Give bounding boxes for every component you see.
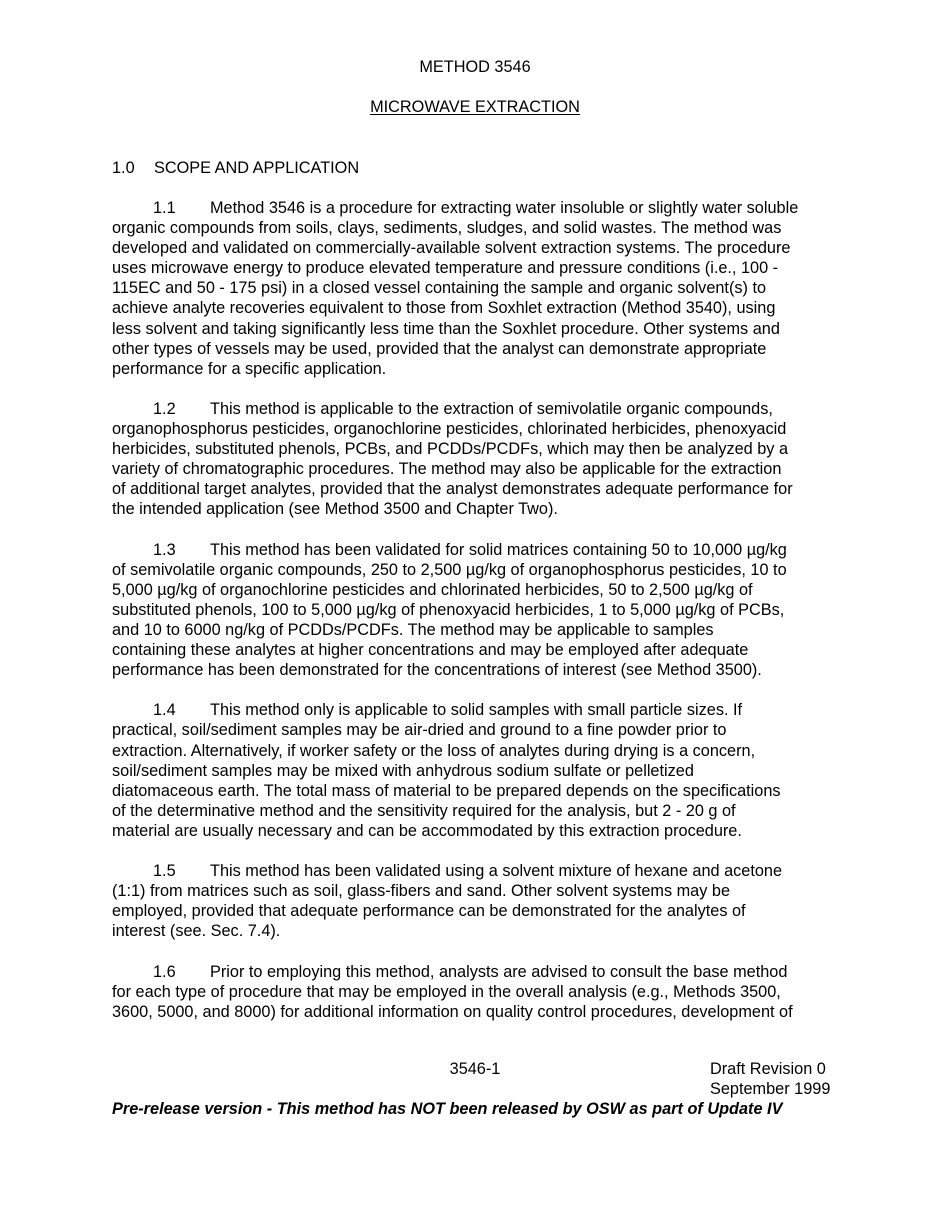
paragraph-line: of additional target analytes, provided that the analyst demonstrates adequate performance for — [112, 480, 793, 499]
paragraph-line: for each type of procedure that may be employed in the overall analysis (e.g., Methods 3500, — [112, 982, 781, 1001]
paragraph-line: This method is applicable to the extraction of semivolatile organic compounds, — [210, 399, 773, 418]
section-title: SCOPE AND APPLICATION — [154, 159, 360, 177]
paragraph-line: containing these analytes at higher concentrations and may be employed after adequate — [112, 641, 749, 660]
document-body — [112, 198, 840, 1042]
method-number: METHOD 3546 — [419, 58, 531, 76]
paragraph-line: Prior to employing this method, analysts are advised to consult the base method — [210, 962, 788, 981]
paragraph-line: 115EC and 50 - 175 psi) in a closed vessel containing the sample and organic solvent(s) to — [112, 279, 767, 298]
paragraph-line: other types of vessels may be used, provided that the analyst can demonstrate appropriate — [112, 339, 767, 358]
paragraph-line: employed, provided that adequate performance can be demonstrated for the analytes of — [112, 902, 746, 921]
paragraph-number: 1.6 — [153, 962, 176, 981]
paragraph-line: variety of chromatographic procedures. The method may also be applicable for the extraction — [112, 460, 782, 479]
section-heading — [112, 158, 359, 178]
paragraph-1-4 — [112, 700, 840, 841]
paragraph-number: 1.5 — [153, 862, 176, 881]
paragraph-line: practical, soil/sediment samples may be air-dried and ground to a fine powder prior to — [112, 721, 727, 740]
paragraph-line: organic compounds from soils, clays, sediments, sludges, and solid wastes. The method was — [112, 219, 782, 238]
revision-block — [710, 1059, 830, 1099]
paragraph-line: This method has been validated for solid matrices containing 50 to 10,000 µg/kg — [210, 540, 787, 559]
paragraph-number: 1.3 — [153, 540, 176, 559]
paragraph-line: Method 3546 is a procedure for extracting water insoluble or slightly water soluble — [210, 199, 799, 217]
section-number: 1.0 — [112, 159, 135, 177]
paragraph-1-6 — [112, 962, 840, 1022]
paragraph-line: extraction. Alternatively, if worker safety or the loss of analytes during drying is a concern, — [112, 741, 756, 760]
paragraph-line: diatomaceous earth. The total mass of material to be prepared depends on the specifications — [112, 781, 781, 800]
paragraph-line: This method only is applicable to solid samples with small particle sizes. If — [210, 701, 743, 720]
paragraph-line: the intended application (see Method 3500 and Chapter Two). — [112, 500, 558, 519]
paragraph-line: of semivolatile organic compounds, 250 to 2,500 µg/kg of organophosphorus pesticides, 10 to — [112, 560, 787, 579]
paragraph-number: 1.2 — [153, 399, 176, 418]
paragraph-number: 1.1 — [153, 199, 176, 217]
revision-label: Draft Revision 0 — [710, 1060, 826, 1078]
paragraph-line: 5,000 µg/kg of organochlorine pesticides and chlorinated herbicides, 50 to 2,500 µg/kg of — [112, 580, 753, 599]
paragraph-line: herbicides, substituted phenols, PCBs, and PCDDs/PCDFs, which may then be analyzed by a — [112, 440, 789, 459]
paragraph-line: substituted phenols, 100 to 5,000 µg/kg of phenoxyacid herbicides, 1 to 5,000 µg/kg of PCBs, — [112, 600, 785, 619]
paragraph-line: material are usually necessary and can be accommodated by this extraction procedure. — [112, 821, 742, 840]
paragraph-line: (1:1) from matrices such as soil, glass-fibers and sand. Other solvent systems may be — [112, 882, 731, 901]
paragraph-number: 1.4 — [153, 701, 176, 720]
paragraph-line: performance has been demonstrated for the concentrations of interest (see Method 3500). — [112, 661, 762, 680]
paragraph-line: of the determinative method and the sensitivity required for the analysis, but 2 - 20 g of — [112, 801, 736, 820]
paragraph-line: performance for a specific application. — [112, 359, 387, 378]
paragraph-line: developed and validated on commercially-available solvent extraction systems. The procedure — [112, 239, 791, 258]
paragraph-1-5 — [112, 861, 840, 941]
paragraph-line: less solvent and taking significantly less time than the Soxhlet procedure. Other systems and — [112, 319, 780, 338]
paragraph-line: This method has been validated using a solvent mixture of hexane and acetone — [210, 862, 783, 881]
paragraph-1-3 — [112, 540, 840, 681]
paragraph-1-2 — [112, 399, 840, 520]
paragraph-line: achieve analyte recoveries equivalent to those from Soxhlet extraction (Method 3540), using — [112, 299, 776, 318]
paragraph-line: 3600, 5000, and 8000) for additional information on quality control procedures, development of — [112, 1002, 793, 1021]
document-title — [0, 97, 950, 117]
page-number: 3546-1 — [449, 1060, 501, 1078]
revision-date: September 1999 — [710, 1080, 831, 1098]
paragraph-line: soil/sediment samples may be mixed with anhydrous sodium sulfate or pelletized — [112, 761, 694, 780]
paragraph-1-1 — [112, 198, 840, 379]
paragraph-line: uses microwave energy to produce elevated temperature and pressure conditions (i.e., 100 - — [112, 259, 779, 278]
paragraph-line: interest (see. Sec. 7.4). — [112, 922, 281, 941]
paragraph-line: and 10 to 6000 ng/kg of PCDDs/PCDFs. The method may be applicable to samples — [112, 620, 714, 639]
document-title-text: MICROWAVE EXTRACTION — [370, 98, 580, 116]
prerelease-notice: Pre-release version - This method has NOT been released by OSW as part of Update IV — [112, 1100, 783, 1118]
paragraph-line: organophosphorus pesticides, organochlorine pesticides, chlorinated herbicides, phenoxyacid — [112, 420, 787, 439]
